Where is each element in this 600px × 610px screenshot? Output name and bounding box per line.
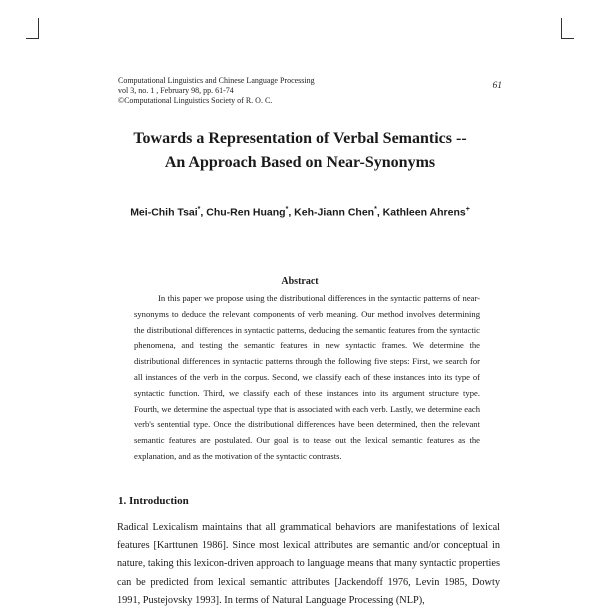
author-name: Keh-Jiann Chen <box>294 206 375 219</box>
author-affiliation-mark: * <box>374 206 377 213</box>
crop-mark-top-right <box>561 38 574 39</box>
author-affiliation-mark: + <box>465 206 470 213</box>
abstract-text: In this paper we propose using the distributional differences in the syntactic patterns of near-synonyms to deduce the relevant components of verb meaning. Our method involves determining the distributional differences in syntactic patterns, deducing the semantic features from the syntactic phenomena, and testing the semantic features in new syntactic frames. We determine the distributional differences in syntactic patterns through the following five steps: First, we search for all instances of the verb in the corpus. Second, we classify each of these instances into its type of syntactic function. Third, we classify each of these instances into its argument structure type. Fourth, we determine the aspectual type that is associated with each verb. Lastly, we determine each verb's sentential type. Once the distributional differences have been determined, then the relevant semantic features are postulated. Our goal is to tease out the lexical semantic features as the explanation, and as the motivation of the syntactic contrasts. <box>134 293 480 461</box>
body-paragraph: Radical Lexicalism maintains that all grammatical behaviors are manifestations of lexical features [Karttunen 1986]. Since most lexical attributes are semantic and/or conceptual in nature, taking this lexicon-driven approach to language means that many syntactic properties can be predicted from lexical semantic attributes [Jackendoff 1976, Levin 1985, Dowty 1991, Pustejovsky 1993]. In terms of Natural Language Processing (NLP), <box>117 522 500 606</box>
journal-info <box>118 76 315 106</box>
author-separator: , <box>200 206 207 219</box>
author-separator: , <box>288 206 295 219</box>
abstract-heading: Abstract <box>281 276 319 287</box>
crop-mark-top-right <box>561 18 562 38</box>
title-line: An Approach Based on Near-Synonyms <box>164 154 436 171</box>
section-heading: 1. Introduction <box>118 495 189 507</box>
crop-mark-top-left <box>26 38 39 39</box>
author-list <box>0 206 600 219</box>
paper-title <box>0 127 600 175</box>
crop-mark-top-left <box>38 18 39 38</box>
title-line: Towards a Representation of Verbal Semantics -- <box>133 130 467 147</box>
author-name: Kathleen Ahrens <box>382 206 466 219</box>
page-number: 61 <box>492 81 502 91</box>
author-name: Mei-Chih Tsai <box>130 206 198 219</box>
journal-line: vol 3, no. 1 , February 98, pp. 61-74 <box>118 86 234 95</box>
author-affiliation-mark: * <box>285 206 289 213</box>
journal-line: ©Computational Linguistics Society of R. O. C. <box>118 96 273 105</box>
journal-line: Computational Linguistics and Chinese Language Processing <box>118 76 315 85</box>
author-separator: , <box>376 206 383 219</box>
author-affiliation-mark: * <box>197 206 201 213</box>
author-name: Chu-Ren Huang <box>206 206 286 219</box>
